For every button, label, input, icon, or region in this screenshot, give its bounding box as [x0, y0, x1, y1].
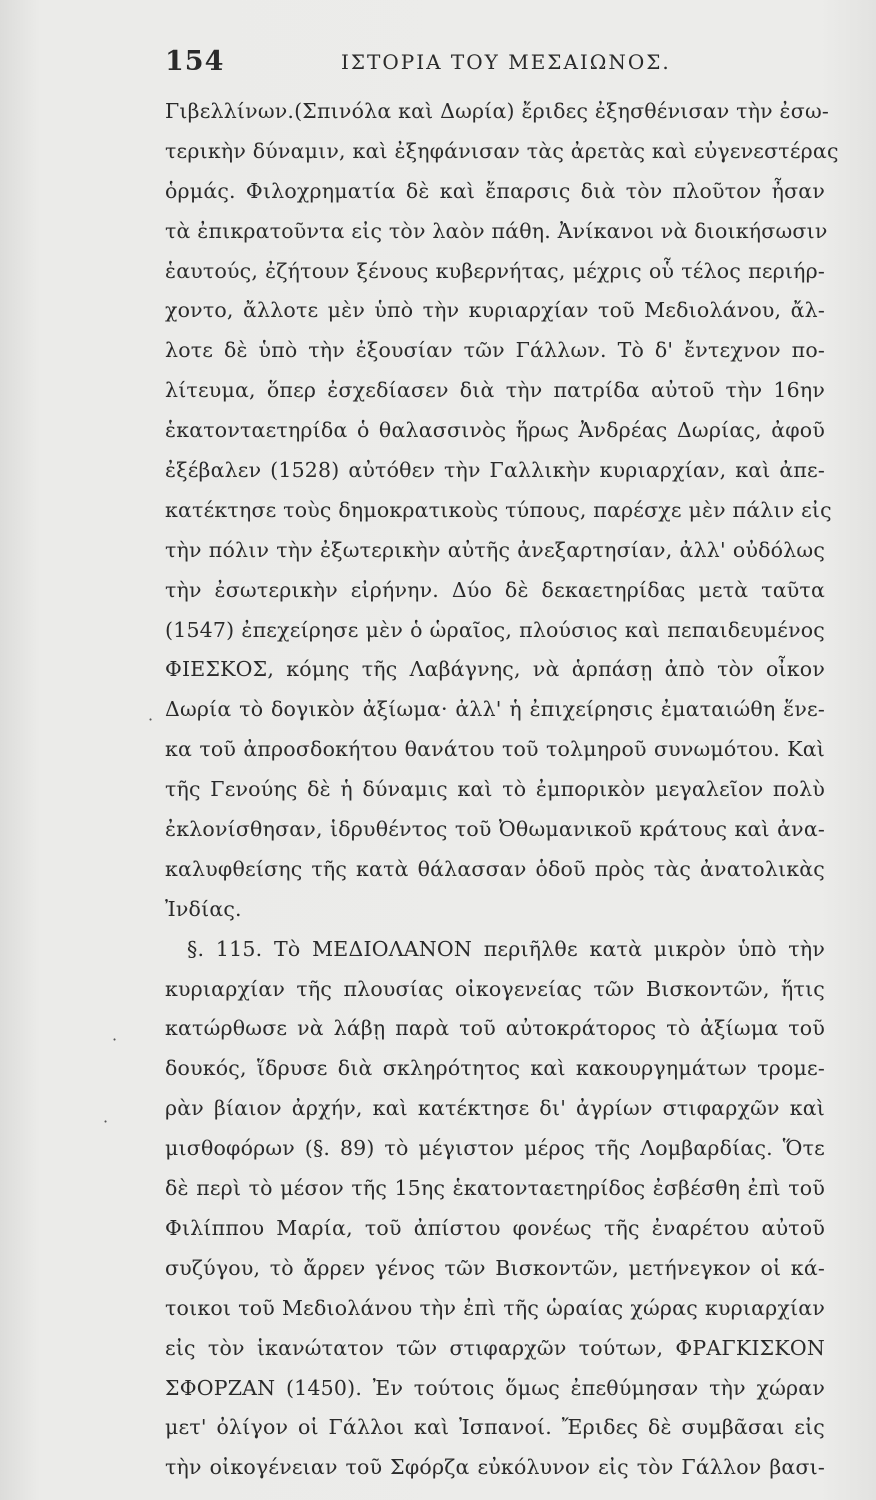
text-line: ὁρμάς. Φιλοχρηματία δὲ καὶ ἔπαρσις διὰ τὸν πλοῦτον ἦσαν [165, 178, 825, 203]
text-line: μετ' ὀλίγον οἱ Γάλλοι καὶ Ἰσπανοί. Ἔριδες δὲ συμβᾶσαι εἰς [165, 1415, 825, 1440]
text-line: χοντο, ἄλλοτε μὲν ὑπὸ τὴν κυριαρχίαν τοῦ Μεδιολάνου, ἄλ- [165, 298, 825, 323]
page-header [165, 46, 830, 86]
text-line: ἑαυτούς, ἐζήτουν ξένους κυβερνήτας, μέχρις οὗ τέλος περιήρ- [165, 258, 825, 283]
text-line: δουκός, ἵδρυσε διὰ σκληρότητος καὶ κακουργημάτων τρομε- [165, 1056, 825, 1081]
text-line: λίτευμα, ὅπερ ἐσχεδίασεν διὰ τὴν πατρίδα αὐτοῦ τὴν 16ην [165, 378, 825, 403]
text-line: ἑκατονταετηρίδα ὁ θαλασσινὸς ἥρως Ἀνδρέας Δωρίας, ἀφοῦ [165, 418, 825, 443]
text-line: Φιλίππου Μαρία, τοῦ ἀπίστου φονέως τῆς ἐναρέτου αὐτοῦ [165, 1215, 825, 1240]
text-line: ἐκλονίσθησαν, ἱδρυθέντος τοῦ Ὀθωμανικοῦ κράτους καὶ ἀνα- [165, 817, 825, 842]
margin-dot: · [103, 1112, 109, 1131]
text-line: ρὰν βίαιον ἀρχήν, καὶ κατέκτησε δι' ἀγρίων στιφαρχῶν καὶ [165, 1096, 825, 1121]
text-line: ἐξέβαλεν (1528) αὐτόθεν τὴν Γαλλικὴν κυριαρχίαν, καὶ ἀπε- [165, 458, 825, 483]
text-line: μισθοφόρων (§. 89) τὸ μέγιστον μέρος τῆς Λομβαρδίας. Ὅτε [165, 1136, 825, 1161]
running-title: ΙΣΤΟΡΙΑ ΤΟΥ ΜΕΣΑΙΩΝΟΣ. [341, 50, 671, 74]
page-number: 154 [165, 46, 225, 77]
text-line: κατώρθωσε νὰ λάβῃ παρὰ τοῦ αὐτοκράτορος τὸ ἀξίωμα τοῦ [165, 1016, 825, 1041]
text-line: κα τοῦ ἀπροσδοκήτου θανάτου τοῦ τολμηροῦ συνωμότου. Καὶ [165, 737, 825, 762]
text-line: Ἰνδίας. [165, 896, 242, 921]
text-line: λοτε δὲ ὑπὸ τὴν ἐξουσίαν τῶν Γάλλων. Τὸ δ' ἔντεχνον πο- [165, 338, 825, 363]
text-line: τερικὴν δύναμιν, καὶ ἐξηφάνισαν τὰς ἀρετὰς καὶ εὐγενεστέρας [165, 138, 839, 163]
text-line: συζύγου, τὸ ἄρρεν γένος τῶν Βισκοντῶν, μετήνεγκον οἱ κά- [165, 1255, 825, 1280]
text-line: τὴν ἐσωτερικὴν εἰρήνην. Δύο δὲ δεκαετηρίδας μετὰ ταῦτα [165, 577, 825, 602]
margin-dot: · [148, 710, 154, 729]
text-line: τῆς Γενούης δὲ ἡ δύναμις καὶ τὸ ἐμπορικὸν μεγαλεῖον πολὺ [165, 777, 825, 802]
text-line: καλυφθείσης τῆς κατὰ θάλασσαν ὁδοῦ πρὸς τὰς ἀνατολικὰς [165, 856, 825, 881]
text-line: δὲ περὶ τὸ μέσον τῆς 15ης ἑκατονταετηρίδος ἐσβέσθη ἐπὶ τοῦ [165, 1176, 825, 1201]
body-text [165, 92, 839, 1488]
text-line: (1547) ἐπεχείρησε μὲν ὁ ὡραῖος, πλούσιος καὶ πεπαιδευμένος [165, 617, 825, 642]
text-line: ΦΙΕΣΚΟΣ, κόμης τῆς Λαβάγνης, νὰ ἁρπάσῃ ἀπὸ τὸν οἶκον [165, 657, 825, 682]
text-line: τὴν οἰκογένειαν τοῦ Σφόρζα εὐκόλυνον εἰς τὸν Γάλλον βασι- [165, 1455, 825, 1480]
text-line: κατέκτησε τοὺς δημοκρατικοὺς τύπους, παρέσχε μὲν πάλιν εἰς [165, 497, 832, 522]
margin-dot: · [112, 1030, 118, 1049]
text-line: Δωρία τὸ δογικὸν ἀξίωμα· ἀλλ' ἡ ἐπιχείρησις ἐματαιώθη ἕνε- [165, 697, 825, 722]
text-line: κυριαρχίαν τῆς πλουσίας οἰκογενείας τῶν Βισκοντῶν, ἥτις [165, 976, 825, 1001]
text-line: εἰς τὸν ἱκανώτατον τῶν στιφαρχῶν τούτων, ΦΡΑΓΚΙΣΚΟΝ [165, 1335, 825, 1360]
text-line: ΣΦΟΡΖΑΝ (1450). Ἐν τούτοις ὅμως ἐπεθύμησαν τὴν χώραν [165, 1375, 825, 1400]
text-line: τὰ ἐπικρατοῦντα εἰς τὸν λαὸν πάθη. Ἀνίκανοι νὰ διοικήσωσιν [165, 218, 828, 243]
text-line: τοικοι τοῦ Μεδιολάνου τὴν ἐπὶ τῆς ὡραίας χώρας κυριαρχίαν [165, 1295, 825, 1320]
text-line: Γιβελλίνων.(Σπινόλα καὶ Δωρία) ἔριδες ἐξησθένισαν τὴν ἐσω- [165, 99, 829, 123]
section-heading-line: §. 115. Τὸ ΜΕΔΙΟΛΑΝΟΝ περιῆλθε κατὰ μικρὸν ὑπὸ τὴν [187, 936, 825, 961]
text-line: τὴν πόλιν τὴν ἐξωτερικὴν αὐτῆς ἀνεξαρτησίαν, ἀλλ' οὐδόλως [165, 537, 825, 562]
